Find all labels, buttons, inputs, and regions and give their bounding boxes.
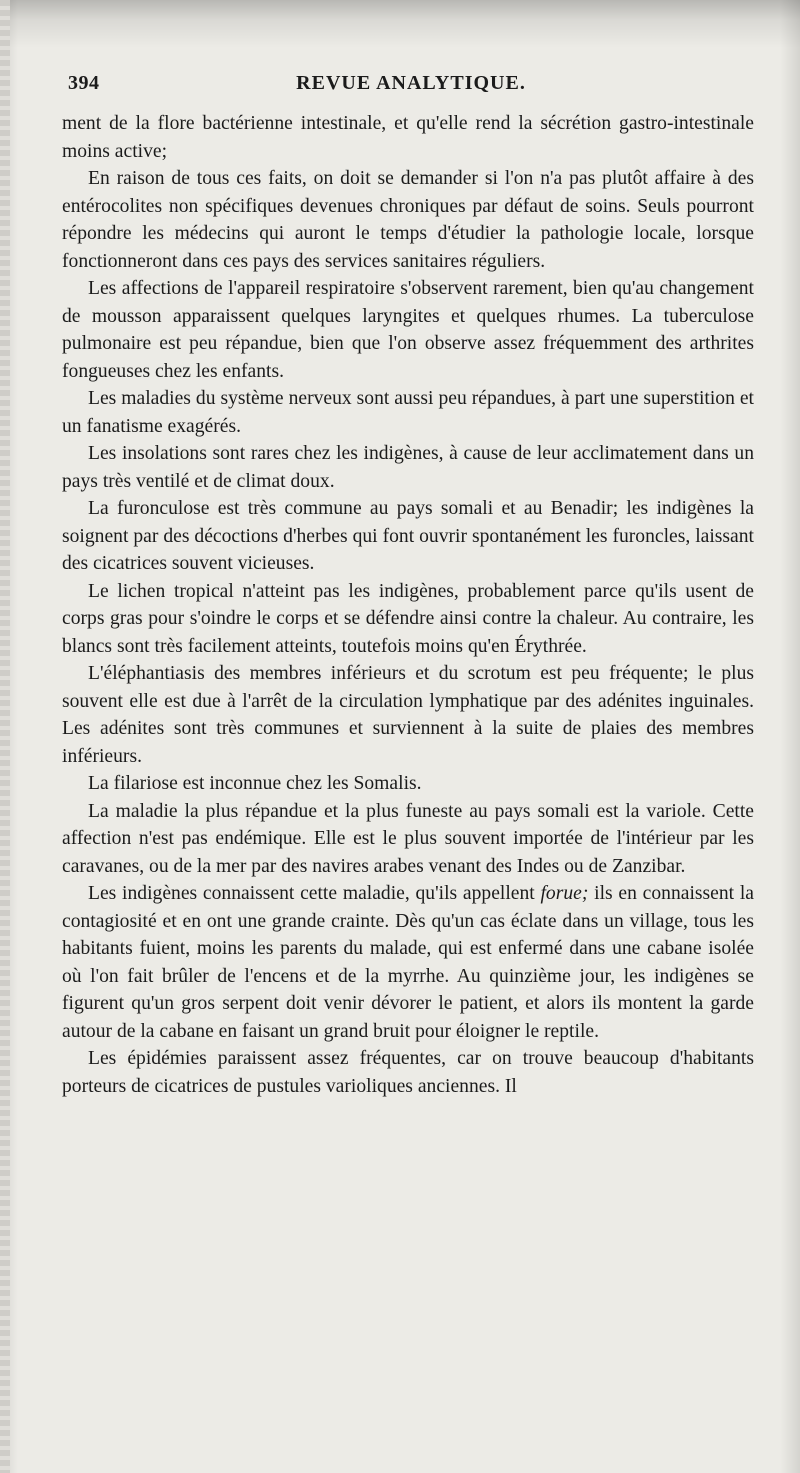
forue-text-after: ils en connaissent la contagiosité et en ont une grande crainte. Dès qu'un cas éclate dans un village, tous les habitants fuient, moins les parents du malade, qui est enfermé dans une cabane isolée où l'on fait brûler de l'encens et de la myrrhe. Au quinzième jour, les indigènes se figurent qu'un gros serpent doit venir dévorer le patient, et alors ils montent la garde autour de la cabane en faisant un grand bruit pour éloigner le reptile. bbox=[62, 883, 754, 1042]
paragraph-respiratory: Les affections de l'appareil respiratoire s'observent rarement, bien qu'au changement de mousson apparaissent quelques laryngites et quelques rhumes. La tuberculose pulmonaire est peu répandue, bien que l'on observe assez fréquemment des arthrites fongueuses chez les enfants. bbox=[62, 278, 754, 382]
page-binding-edge bbox=[0, 0, 10, 1473]
paragraph-nervous-system: Les maladies du système nerveux sont aussi peu répandues, à part une superstition et un fanatisme exagérés. bbox=[62, 388, 754, 437]
paragraph-lichen: Le lichen tropical n'atteint pas les indigènes, probablement parce qu'ils usent de corps gras pour s'oindre le corps et se défendre ainsi contre la chaleur. Au contraire, les blancs sont très facilement atteints, toutefois moins qu'en Érythrée. bbox=[62, 580, 754, 657]
forue-term: forue; bbox=[540, 883, 589, 904]
paragraph-furonculose: La furonculose est très commune au pays somali et au Benadir; les indigènes la soignent par des décoctions d'herbes qui font ouvrir spontanément les furoncles, laissant des cicatrices souvent vicieuses. bbox=[62, 498, 754, 574]
paragraph-elephantiasis: L'éléphantiasis des membres inférieurs et du scrotum est peu fréquente; le plus souvent elle est due à l'arrêt de la circulation lymphatique par des adénites inguinales. Les adénites sont très communes et surviennent à la suite de plaies des membres inférieurs. bbox=[62, 663, 754, 767]
paragraph-filariose: La filariose est inconnue chez les Somalis. bbox=[88, 773, 422, 794]
running-head: REVUE ANALYTIQUE. bbox=[296, 72, 526, 94]
page-header bbox=[68, 68, 754, 98]
page-number: 394 bbox=[68, 72, 100, 94]
forue-text-before: Les indigènes connaissent cette maladie, qu'ils appellent bbox=[88, 883, 541, 904]
body-text bbox=[62, 110, 754, 1100]
paragraph-continuation: ment de la flore bactérienne intestinale, et qu'elle rend la sécrétion gastro-intestinale moins active; bbox=[62, 113, 754, 162]
paragraph-forue bbox=[62, 880, 754, 1045]
paragraph-variole: La maladie la plus répandue et la plus funeste au pays somali est la variole. Cette affection n'est pas endémique. Elle est le plus souvent importée de l'intérieur par les caravanes, ou de la mer par des navires arabes venant des Indes ou de Zanzibar. bbox=[62, 800, 754, 877]
paragraph-enterocolites: En raison de tous ces faits, on doit se demander si l'on n'a pas plutôt affaire à des entérocolites non spécifiques devenues chroniques par défaut de soins. Seuls pourront répondre les médecins qui auront le temps d'étudier la pathologie locale, lorsque fonctionneront dans ces pays des services sanitaires réguliers. bbox=[62, 168, 754, 272]
paragraph-epidemies: Les épidémies paraissent assez fréquentes, car on trouve beaucoup d'habitants porteurs de cicatrices de pustules varioliques anciennes. Il bbox=[62, 1048, 754, 1097]
paragraph-insolations: Les insolations sont rares chez les indigènes, à cause de leur acclimatement dans un pays très ventilé et de climat doux. bbox=[62, 443, 754, 492]
